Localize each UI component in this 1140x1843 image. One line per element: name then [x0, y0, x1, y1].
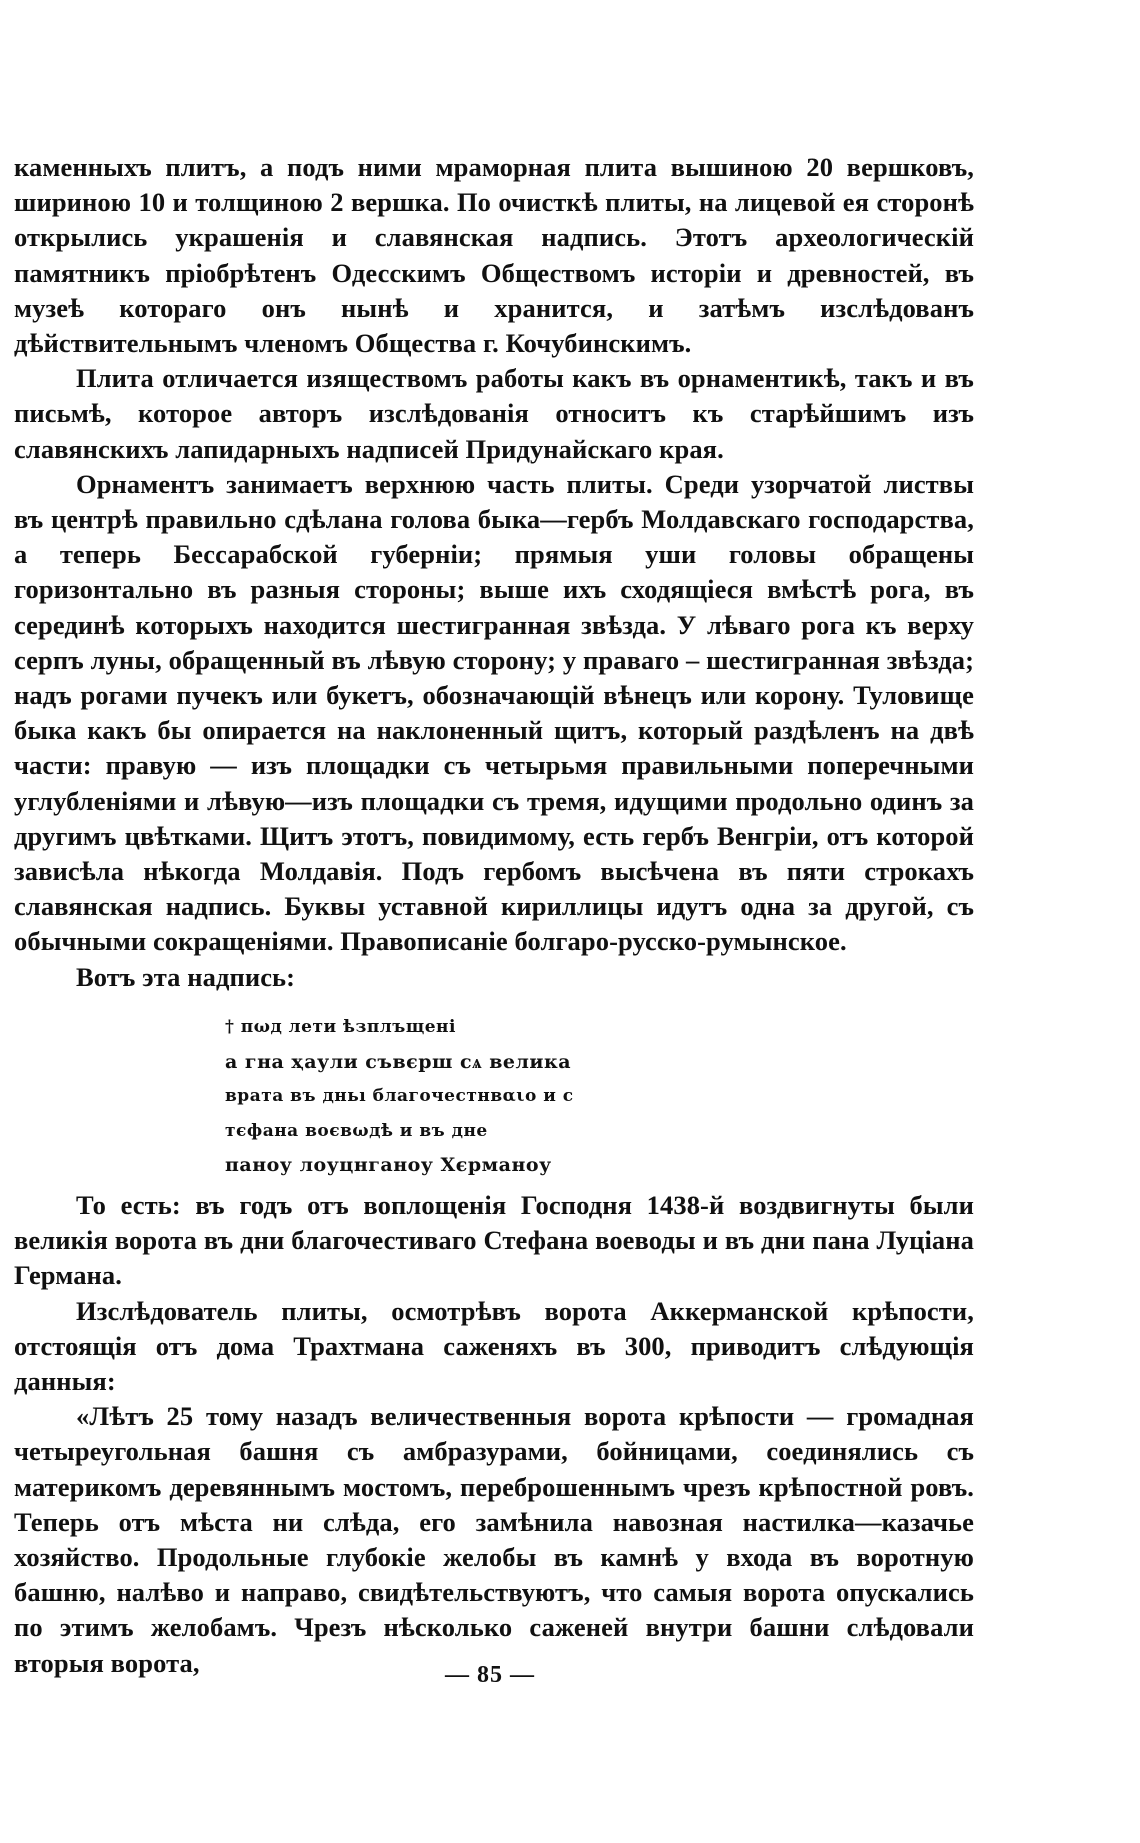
- lower-text-block: [14, 1188, 974, 1681]
- paragraph-translation: То есть: въ годъ отъ воплощенія Господня 1438-й воздвигнуты были великія ворота въ дни благочестиваго Стефана воеводы и въ дни пана Луціана Германа.: [14, 1190, 974, 1291]
- inscription-line-4: тєфана воєвωдѣ и въ дне: [225, 1120, 488, 1141]
- paragraph-continuation: каменныхъ плитъ, а подъ ними мраморная плита вышиною 20 вершковъ, шириною 10 и толщиною 2 вершка. По очисткѣ плиты, на лицевой ея сторонѣ открылись украшенія и славянская надпись. Этотъ археологическій памятникъ пріобрѣтенъ Одесскимъ Обществомъ исторіи и древностей, въ музеѣ котораго онъ нынѣ и хранится, и затѣмъ изслѣдованъ дѣйствительнымъ членомъ Общества г. Кочубинскимъ.: [14, 152, 974, 359]
- paragraph-ornament: Орнаментъ занимаетъ верхнюю часть плиты. Среди узорчатой листвы въ центрѣ правильно сдѣлана голова быка—гербъ Молдавскаго господарства, а теперь Бессарабской губерніи; прямыя уши головы обращены горизонтально въ разныя стороны; выше ихъ сходящіеся вмѣстѣ рога, въ серединѣ которыхъ находится шестигранная звѣзда. У лѣваго рога къ верху серпъ луны, обращенный въ лѣвую сторону; у праваго – шестигранная звѣзда; надъ рогами пучекъ или букетъ, обозначающій вѣнецъ или корону. Туловище быка какъ бы опирается на наклоненный щитъ, который раздѣленъ на двѣ части: правую — изъ площадки съ четырьмя правильными поперечными углубленіями и лѣвую—изъ площадки съ тремя, идущими продольно одинъ за другимъ цвѣтками. Щитъ этотъ, повидимому, есть гербъ Венгріи, отъ которой зависѣла нѣкогда Молдавія. Подъ гербомъ высѣчена въ пяти строкахъ славянская надпись. Буквы уставной кириллицы идутъ одна за другой, съ обычными сокращеніями. Правописаніе болгаро-русско-румынское.: [14, 468, 974, 957]
- slavonic-inscription: [225, 1010, 645, 1183]
- inscription-line-5: паноу лоуцнганоу Хєрманоу: [225, 1154, 552, 1176]
- inscription-line-1: † пωд лети ѣзплъщені: [225, 1017, 456, 1037]
- paragraph-plate-description: Плита отличается изяществомъ работы какъ въ орнаментикѣ, такъ и въ письмѣ, которое авторъ изслѣдованія относитъ къ старѣйшимъ изъ славянскихъ лапидарныхъ надписей Придунайскаго края.: [14, 363, 974, 464]
- paragraph-researcher: Изслѣдователь плиты, осмотрѣвъ ворота Аккерманской крѣпости, отстоящія отъ дома Трахтмана саженяхъ въ 300, приводитъ слѣдующія данныя:: [14, 1295, 974, 1397]
- paragraph-quotation: «Лѣтъ 25 тому назадъ величественныя ворота крѣпости — громадная четыреугольная башня съ амбразурами, бойницами, соединялись съ материкомъ деревяннымъ мостомъ, переброшеннымъ чрезъ крѣпостной ровъ. Теперь отъ мѣста ни слѣда, его замѣнила навозная настилка—казачье хозяйство. Продольные глубокіе желобы въ камнѣ у входа въ воротную башню, налѣво и направо, свидѣтельствуютъ, что самыя ворота опускались по этимъ желобамъ. Чрезъ нѣсколько саженей внутри башни слѣдовали вторыя ворота,: [14, 1401, 974, 1678]
- paragraph-inscription-intro: Вотъ эта надпись:: [76, 961, 296, 992]
- inscription-line-3: врата въ дньı благочестнвαιо и с: [225, 1086, 574, 1106]
- page-number: — 85 —: [445, 1662, 535, 1688]
- inscription-line-2: а гна ҳаули съвєрш сѧ велика: [225, 1050, 572, 1073]
- upper-text-block: [14, 150, 974, 995]
